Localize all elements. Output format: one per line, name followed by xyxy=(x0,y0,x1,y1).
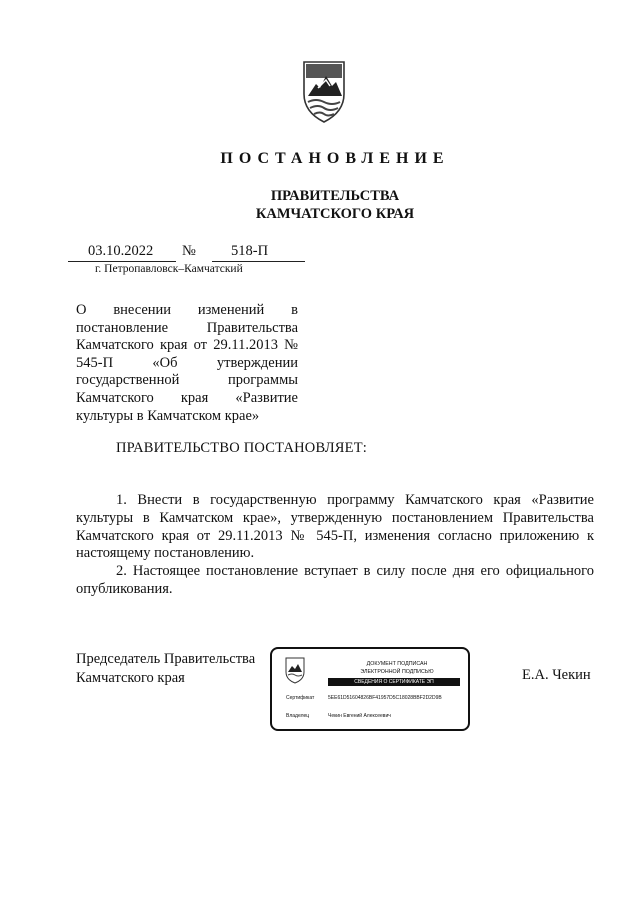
stamp-cert-bar: СВЕДЕНИЯ О СЕРТИФИКАТЕ ЭП xyxy=(328,678,460,686)
number-underline xyxy=(212,261,305,262)
document-subject: О внесении изменений в постановление Правительства Камчатского края от 29.11.2013 № 545-П «Об утверждении государственной программы Камчатского края «Развитие культуры в Камчатском крае» xyxy=(76,302,298,424)
issuer-line-1: ПРАВИТЕЛЬСТВА xyxy=(270,188,400,204)
resolves-heading: ПРАВИТЕЛЬСТВО ПОСТАНОВЛЯЕТ: xyxy=(116,440,368,456)
date-underline xyxy=(68,261,176,262)
stamp-cert-value: 5EE61D51604826BF41957D5C18028BBF2D2D9B xyxy=(328,695,442,701)
issuer-line-2: КАМЧАТСКОГО КРАЯ xyxy=(255,206,415,222)
number-sign: № xyxy=(182,243,196,259)
chair-line-1: Председатель Правительства xyxy=(76,651,256,667)
stamp-header-2: ЭЛЕКТРОННОЙ ПОДПИСЬЮ xyxy=(360,669,434,675)
stamp-emblem-icon xyxy=(284,656,306,684)
chair-title xyxy=(76,650,255,688)
stamp-owner-value: Чекин Евгений Алексеевич xyxy=(328,713,391,719)
document-title: ПОСТАНОВЛЕНИЕ xyxy=(220,150,450,167)
stamp-owner-label: Владелец xyxy=(286,713,310,719)
electronic-signature-stamp xyxy=(270,647,470,731)
document-number: 518-П xyxy=(231,243,269,259)
signer-name: Е.А. Чекин xyxy=(522,667,591,683)
document-body xyxy=(76,492,594,599)
stamp-header-1: ДОКУМЕНТ ПОДПИСАН xyxy=(366,661,428,667)
chair-line-2: Камчатского края xyxy=(76,670,185,686)
paragraph-2: 2. Настоящее постановление вступает в силу после дня его официального опубликования. xyxy=(76,563,594,597)
document-date: 03.10.2022 xyxy=(88,243,154,259)
coat-of-arms-icon xyxy=(300,58,348,124)
city: г. Петропавловск–Камчатский xyxy=(95,263,243,275)
stamp-cert-label: Сертификат xyxy=(286,695,315,701)
paragraph-1: 1. Внести в государственную программу Камчатского края «Развитие культуры в Камчатском крае», утвержденную постановлением Правительства Камчатского края от 29.11.2013 № 545-П, изменения согласно приложению к настоящему постановлению. xyxy=(76,492,594,562)
